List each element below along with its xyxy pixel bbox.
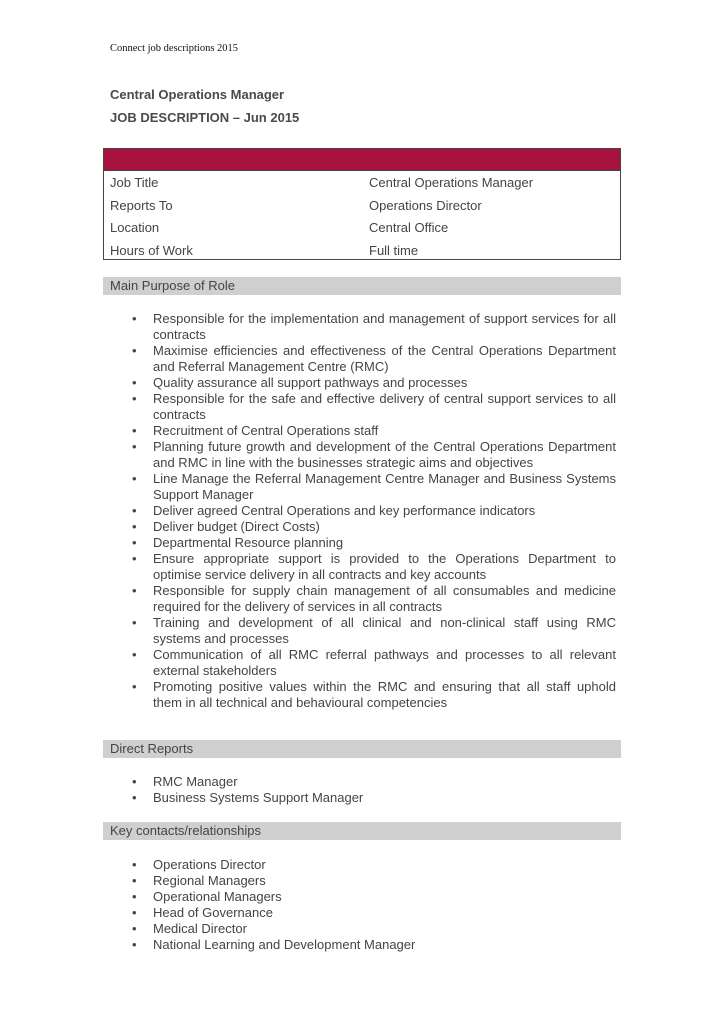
list-item: • Quality assurance all support pathways and processes xyxy=(130,375,616,391)
list-item: • Responsible for the implementation and management of support services for all contracts xyxy=(130,311,616,343)
row-value: Central Office xyxy=(369,220,449,235)
section-heading-key-contacts: Key contacts/relationships xyxy=(103,822,621,840)
row-label: Job Title xyxy=(110,175,159,190)
list-item: • Deliver agreed Central Operations and key performance indicators xyxy=(130,503,616,519)
direct-reports-list xyxy=(130,774,616,806)
document-title: Central Operations Manager xyxy=(110,87,285,102)
row-value: Operations Director xyxy=(369,197,482,213)
list-item: • National Learning and Development Manager xyxy=(130,937,616,953)
table-row xyxy=(104,216,620,239)
row-value: Full time xyxy=(369,242,419,258)
row-label: Hours of Work xyxy=(110,242,193,258)
row-label: Location xyxy=(110,220,160,235)
row-label: Reports To xyxy=(110,197,173,213)
job-info-table xyxy=(103,148,621,260)
list-item: • Medical Director xyxy=(130,921,616,937)
list-item: • Maximise efficiencies and effectiveness of the Central Operations Department and Referral Management Centre (RMC) xyxy=(130,343,616,375)
list-item: • Line Manage the Referral Management Centre Manager and Business Systems Support Manager xyxy=(130,471,616,503)
list-item: • Regional Managers xyxy=(130,873,616,889)
section-heading-main-purpose: Main Purpose of Role xyxy=(103,277,621,295)
header-note: Connect job descriptions 2015 xyxy=(110,43,239,54)
info-rows xyxy=(104,171,620,261)
list-item: • Deliver budget (Direct Costs) xyxy=(130,519,616,535)
key-contacts-list xyxy=(130,857,616,953)
table-header-bar xyxy=(104,149,620,171)
list-item: • Business Systems Support Manager xyxy=(130,790,616,806)
document-subtitle: JOB DESCRIPTION – Jun 2015 xyxy=(110,110,300,125)
list-item: • Departmental Resource planning xyxy=(130,535,616,551)
table-row xyxy=(104,171,620,194)
list-item: • Planning future growth and development of the Central Operations Department and RMC in line with the businesses strategic aims and objectives xyxy=(130,439,616,471)
section-heading-direct-reports: Direct Reports xyxy=(103,740,621,758)
list-item: • Responsible for the safe and effective delivery of central support services to all contracts xyxy=(130,391,616,423)
list-item: • Promoting positive values within the RMC and ensuring that all staff uphold them in all technical and behavioural competencies xyxy=(130,679,616,711)
table-row xyxy=(104,194,620,217)
row-value: Central Operations Manager xyxy=(369,175,534,190)
list-item: • Head of Governance xyxy=(130,905,616,921)
list-item: • Ensure appropriate support is provided to the Operations Department to optimise service delivery in all contracts and key accounts xyxy=(130,551,616,583)
table-row xyxy=(104,239,620,262)
list-item: • RMC Manager xyxy=(130,774,616,790)
main-purpose-list xyxy=(130,311,616,711)
list-item: • Operational Managers xyxy=(130,889,616,905)
list-item: • Operations Director xyxy=(130,857,616,873)
list-item: • Recruitment of Central Operations staff xyxy=(130,423,616,439)
list-item: • Communication of all RMC referral pathways and processes to all relevant external stakeholders xyxy=(130,647,616,679)
list-item: • Responsible for supply chain management of all consumables and medicine required for the delivery of services in all contracts xyxy=(130,583,616,615)
list-item: • Training and development of all clinical and non-clinical staff using RMC systems and processes xyxy=(130,615,616,647)
